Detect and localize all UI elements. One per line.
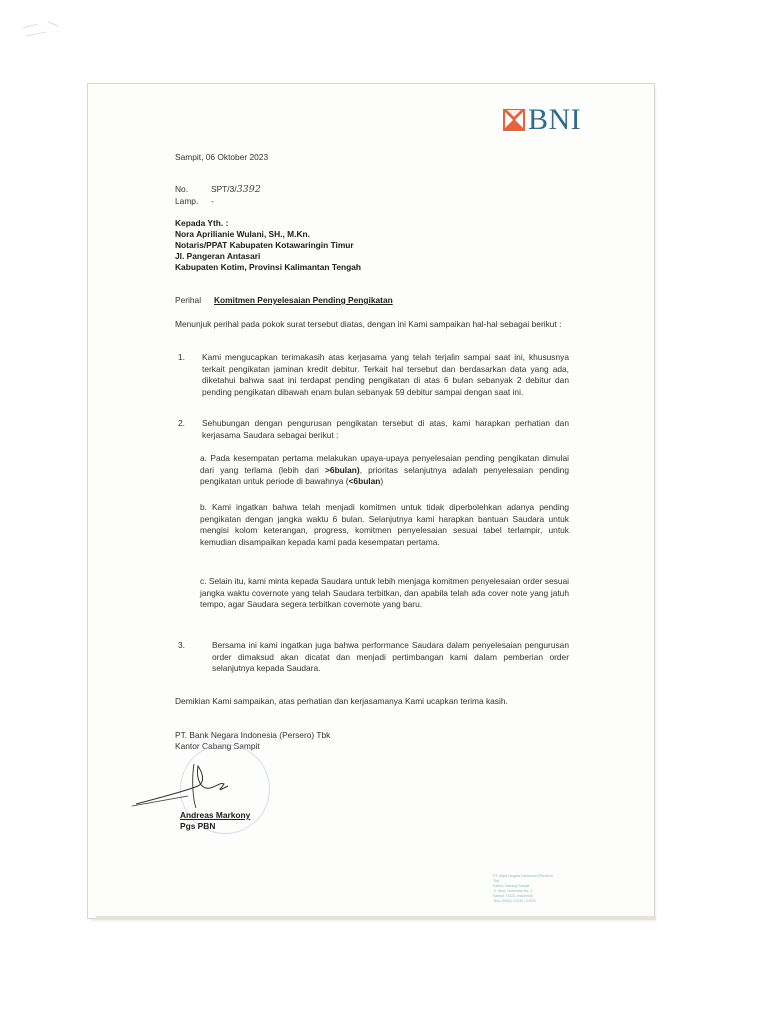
recipient-line: Jl. Pangeran Antasari — [175, 251, 261, 261]
point-number: 2. — [178, 418, 185, 428]
footer-line: Kantor Cabang Sampit — [493, 884, 530, 888]
signer-title: Pgs PBN — [180, 821, 216, 831]
footer-line: PT. Bank Negara Indonesia (Persero) — [493, 874, 553, 878]
letter-page — [88, 84, 654, 918]
footer-line: Tbk — [493, 879, 499, 883]
footer-line: Telp: (0531) 21030 / 21031 — [493, 899, 536, 903]
point-number: 1. — [178, 352, 185, 362]
sub-a-text-end: ) — [380, 476, 384, 487]
intro-paragraph: Menunjuk perihal pada pokok surat tersebut diatas, dengan ini Kami sampaikan hal-hal sebagai berikut : — [175, 319, 562, 329]
bni-logo — [503, 104, 581, 136]
recipient-line: Kabupaten Kotim, Provinsi Kalimantan Tengah — [175, 262, 361, 272]
place-date: Sampit, 06 Oktober 2023 — [175, 152, 269, 162]
sub-point-c: c. Selain itu, kami minta kepada Saudara untuk lebih menjaga komitmen penyelesaian order sesuai jangka waktu covernote yang telah Saudara terbitkan, dan apabila telah ada cover note yang jatuh tempo, agar Saudara segera terbitkan covernote yang baru. — [200, 576, 569, 610]
recipient-line: Notaris/PPAT Kabupaten Kotawaringin Timur — [175, 240, 354, 250]
point-text: Sehubungan dengan pengurusan pengikatan tersebut di atas, kami harapkan perhatian dan kerjasama Saudara sebagai berikut : — [202, 418, 569, 440]
sub-point-b: b. Kami ingatkan bahwa telah menjadi komitmen untuk tidak diperbolehkan adanya pending pengikatan dengan jangka waktu 6 bulan. Selanjutnya kami harapkan bantuan Saudara untuk mengisi kolom keterangan, progress, komitmen penyelesaian sesuai tabel terlampir, untuk kemudian disampaikan kepada kami pada kesempatan pertama. — [200, 502, 569, 548]
closing-paragraph: Demikian Kami sampaikan, atas perhatian dan kerjasamanya Kami ucapkan terima kasih. — [175, 696, 508, 706]
perihal-label: Perihal — [175, 295, 202, 305]
sub-point-a — [200, 453, 569, 488]
point-text: Bersama ini kami ingatkan juga bahwa performance Saudara dalam penyelesaian pengurusan order dimaksud akan dicatat dan menjadi pertimbangan kami dalam pemberian order selanjutnya kepada Saudara. — [212, 640, 569, 674]
point-text: Kami mengucapkan terimakasih atas kerjasama yang telah terjalin sampai saat ini, khususnya terkait pengikatan jaminan kredit debitur. Terkait hal tersebut dan berdasarkan data yang ada, diketahui bahwa saat ini terdapat pending pengikatan di atas 6 bulan sebanyak 2 debitur dan pending pengikatan dibawah enam bulan sebanyak 59 debitur sampai dengan saat ini. — [202, 352, 569, 398]
recipient-line: Kepada Yth. : — [175, 218, 229, 228]
signature-icon — [128, 756, 248, 816]
sub-a-bold-lt6: <6bulan — [348, 476, 381, 487]
lamp-label: Lamp. — [175, 196, 199, 206]
sub-a-text-mid: , prioritas selanjutnya adalah penyelesaian pending pengikatan untuk periode di bawahnya ( — [200, 464, 569, 487]
footer-line: Jl. Jend. Sudirman No. 1 — [493, 889, 533, 893]
bni-logo-mark-icon — [503, 109, 525, 131]
no-label: No. — [175, 184, 189, 194]
scan-artifact — [18, 10, 78, 50]
company-name: PT. Bank Negara Indonesia (Persero) Tbk — [175, 730, 331, 740]
paper-edge — [96, 916, 656, 920]
sub-a-bold-gt6: >6bulan) — [325, 464, 360, 475]
recipient-line: Nora Aprilianie Wulani, SH., M.Kn. — [175, 229, 310, 239]
point-number: 3. — [178, 640, 185, 650]
lamp-value: - — [211, 196, 214, 206]
no-value — [211, 184, 261, 196]
scan-mark-icon — [18, 10, 78, 50]
no-value-handwritten: 3392 — [236, 184, 261, 195]
bni-logo-text: BNI — [528, 103, 582, 136]
footer-address — [493, 874, 603, 904]
footer-line: Sampit 74322, Indonesia — [493, 894, 533, 898]
sub-a-text: a. Pada kesempatan pertama melakukan upaya-upaya penyelesaian pending pengikatan dimulai dari yang terlama (lebih dari — [200, 453, 569, 475]
perihal-subject: Komitmen Penyelesaian Pending Pengikatan — [214, 295, 393, 305]
no-value-typed: SPT/3/ — [211, 184, 237, 194]
signer-name: Andreas Markony — [180, 810, 251, 820]
branch-name: Kantor Cabang Sampit — [175, 741, 260, 751]
